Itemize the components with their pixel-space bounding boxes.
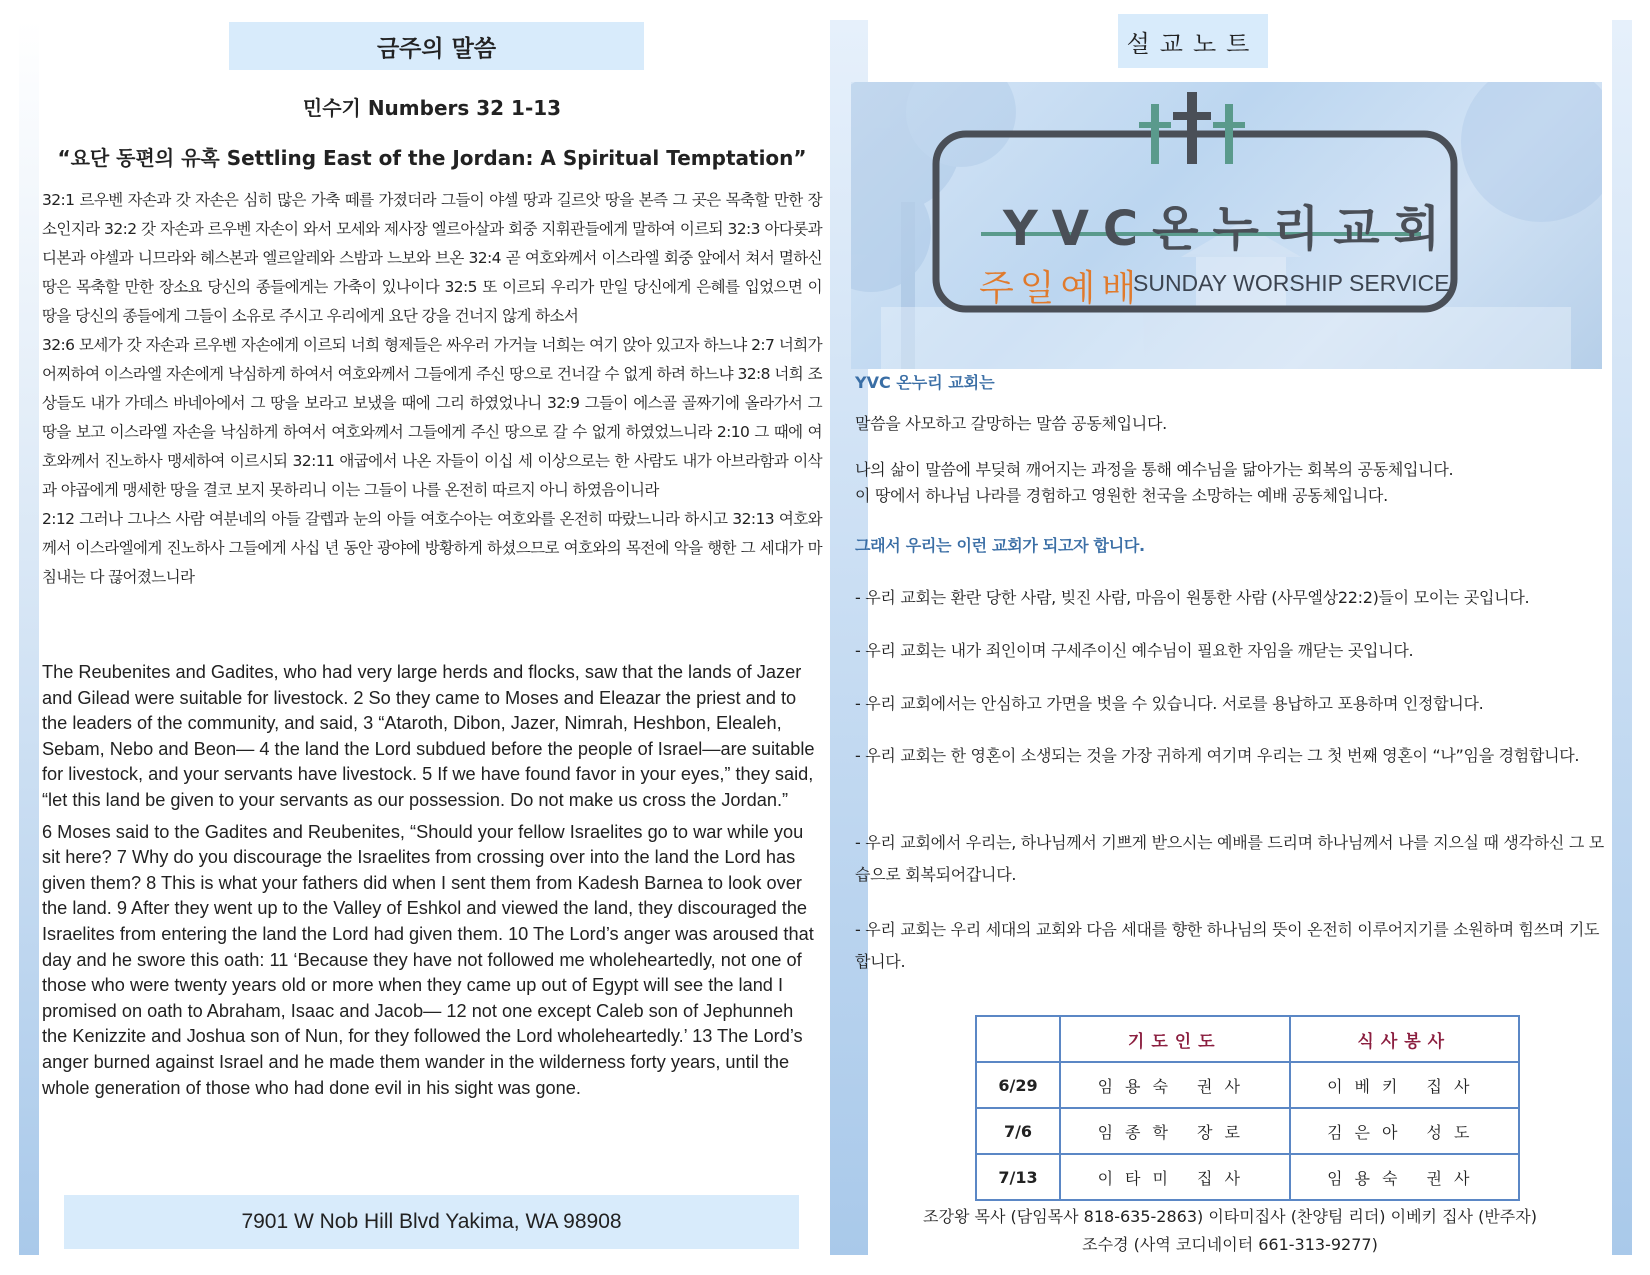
right-decorative-stripe xyxy=(1612,20,1632,1255)
church-banner xyxy=(851,82,1602,369)
vision-heading: 그래서 우리는 이런 교회가 되고자 합니다. xyxy=(855,536,1145,555)
cross-icon xyxy=(1139,92,1245,164)
schedule-prayer-leader: 이타미 집사 xyxy=(1060,1154,1290,1200)
weekly-word-title: 금주의 말씀 xyxy=(229,22,644,70)
english-scripture xyxy=(42,660,822,1107)
church-address: 7901 W Nob Hill Blvd Yakima, WA 98908 xyxy=(64,1195,799,1249)
intro-heading: YVC 온누리 교회는 xyxy=(855,373,995,392)
center-decorative-stripe-1 xyxy=(830,20,850,1255)
english-paragraph-1: The Reubenites and Gadites, who had very large herds and flocks, saw that the lands of Jazer and Gilead were suitable for livestock. 2 So they came to Moses and Eleazar the priest and to the leaders of the community, and said, 3 “Ataroth, Dibon, Jazer, Nimrah, Heshbon, Elealeh, Sebam, Nebo and Beon— 4 the land the Lord subdued before the people of Israel—are suitable for livestock, and your servants have livestock. 5 If we have found favor in your eyes,” they said, “let this land be given to your servants as our possession. Do not make us cross the Jordan.” xyxy=(42,662,815,810)
sermon-notes-title: 설교노트 xyxy=(1118,14,1268,68)
sermon-title: “요단 동편의 유혹 Settling East of the Jordan: A Spiritual Temptation” xyxy=(57,146,807,170)
banner-service-korean: 주일예배 xyxy=(979,268,1143,309)
schedule-meal-server: 임용숙 권사 xyxy=(1290,1154,1520,1200)
vision-item-3: - 우리 교회에서는 안심하고 가면을 벗을 수 있습니다. 서로를 용납하고 포용하며 인정합니다. xyxy=(855,694,1484,713)
korean-scripture xyxy=(42,186,822,592)
schedule-date: 7/13 xyxy=(976,1154,1060,1200)
vision-item-1: - 우리 교회는 환란 당한 사람, 빚진 사람, 마음이 원통한 사람 (사무엘상22:2)들이 모이는 곳입니다. xyxy=(855,588,1530,607)
korean-paragraph-2: 32:6 모세가 갓 자손과 르우벤 자손에게 이르되 너희 형제들은 싸우러 가거늘 너희는 여기 앉아 있고자 하느냐 2:7 너희가 어찌하여 이스라엘 자손에게 낙심하게 하여서 여호와께서 그들에게 주신 땅으로 건너갈 수 없게 하려 하느냐 32:8 너희 조상들도 내가 가데스 바네아에서 그 땅을 보라고 보냈을 때에 그리 하였었나니 32:9 그들이 에스골 골짜기에 올라가서 그 땅을 보고 이스라엘 자손을 낙심하게 하여서 여호와께서 그들에게 주신 땅으로 갈 수 없게 하였었느니라 2:10 그 때에 여호와께서 진노하사 맹세하여 이르시되 32:11 애굽에서 나온 자들이 이십 세 이상으로는 한 사람도 내가 아브라함과 이삭과 야곱에게 맹세한 땅을 결코 보지 못하리니 이는 그들이 나를 온전히 따르지 아니 하였음이니라 xyxy=(42,336,822,499)
table-row xyxy=(976,1154,1519,1200)
schedule-prayer-leader: 임용숙 권사 xyxy=(1060,1062,1290,1108)
left-decorative-stripe xyxy=(19,20,39,1255)
schedule-header-prayer: 기도인도 xyxy=(1060,1016,1290,1062)
schedule-date: 7/6 xyxy=(976,1108,1060,1154)
english-paragraph-2: 6 Moses said to the Gadites and Reubenites, “Should your fellow Israelites go to war while you sit here? 7 Why do you discourage the Israelites from crossing over into the land the Lord has given them? 8 This is what your fathers did when I sent them from Kadesh Barnea to look over the land. 9 After they went up to the Valley of Eshkol and viewed the land, they discouraged the Israelites from entering the land the Lord had given them. 10 The Lord’s anger was aroused that day and he swore this oath: 11 ‘Because they have not followed me wholeheartedly, not one of those who were twenty years old or more when they came up out of Egypt will see the land I promised on oath to Abraham, Isaac and Jacob— 12 not one except Caleb son of Jephunneh the Kenizzite and Joshua son of Nun, for they followed the Lord wholeheartedly.’ 13 The Lord’s anger burned against Israel and he made them wander in the wilderness forty years, until the whole generation of those who had done evil in his sight was gone. xyxy=(42,821,814,1098)
staff-line-1: 조강왕 목사 (담임목사 818-635-2863) 이타미집사 (찬양팀 리더) 이베키 집사 (반주자) xyxy=(923,1207,1537,1226)
staff-contacts xyxy=(855,1203,1605,1259)
intro-line-1: 말씀을 사모하고 갈망하는 말씀 공동체입니다. xyxy=(855,414,1167,433)
schedule-header-meal: 식사봉사 xyxy=(1290,1016,1520,1062)
scripture-reference: 민수기 Numbers 32 1-13 xyxy=(302,96,562,120)
staff-line-2: 조수경 (사역 코디네이터 661-313-9277) xyxy=(1082,1235,1378,1254)
service-schedule-table xyxy=(975,1015,1520,1201)
vision-item-4: - 우리 교회는 한 영혼이 소생되는 것을 가장 귀하게 여기며 우리는 그 첫 번째 영혼이 “나”임을 경험합니다. xyxy=(855,746,1580,765)
banner-service-english: SUNDAY WORSHIP SERVICE xyxy=(1133,270,1450,296)
korean-paragraph-1: 32:1 르우벤 자손과 갓 자손은 심히 많은 가축 떼를 가졌더라 그들이 야셀 땅과 길르앗 땅을 본즉 그 곳은 목축할 만한 장소인지라 32:2 갓 자손과 르우벤 자손이 와서 모세와 제사장 엘르아살과 회중 지휘관들에게 말하여 이르되 32:3 아다롯과 디본과 야셀과 니므라와 헤스본과 엘르알레와 스밤과 느보와 브온 32:4 곧 여호와께서 이스라엘 회중 앞에서 쳐서 멸하신 땅은 목축할 만한 장소요 당신의 종들에게는 가축이 있나이다 32:5 또 이르되 우리가 만일 당신에게 은혜를 입었으면 이 땅을 당신의 종들에게 그들이 소유로 주시고 우리에게 요단 강을 건너지 않게 하소서 xyxy=(42,191,822,325)
table-row xyxy=(976,1062,1519,1108)
schedule-header-date xyxy=(976,1016,1060,1062)
intro-line-3: 이 땅에서 하나님 나라를 경험하고 영원한 천국을 소망하는 예배 공동체입니다. xyxy=(855,486,1388,505)
schedule-prayer-leader: 임종학 장로 xyxy=(1060,1108,1290,1154)
intro-line-2: 나의 삶이 말씀에 부딪혀 깨어지는 과정을 통해 예수님을 닮아가는 회복의 공동체입니다. xyxy=(855,460,1454,479)
vision-item-5: - 우리 교회에서 우리는, 하나님께서 기쁘게 받으시는 예배를 드리며 하나님께서 나를 지으실 때 생각하신 그 모습으로 회복되어갑니다. xyxy=(855,833,1604,884)
schedule-header-row xyxy=(976,1016,1519,1062)
vision-item-2: - 우리 교회는 내가 죄인이며 구세주이신 예수님이 필요한 자임을 깨닫는 곳입니다. xyxy=(855,641,1414,660)
schedule-meal-server: 김은아 성도 xyxy=(1290,1108,1520,1154)
vision-item-6: - 우리 교회는 우리 세대의 교회와 다음 세대를 향한 하나님의 뜻이 온전히 이루어지기를 소원하며 힘쓰며 기도합니다. xyxy=(855,920,1600,971)
korean-paragraph-3: 2:12 그러나 그나스 사람 여분네의 아들 갈렙과 눈의 아들 여호수아는 여호와를 온전히 따랐느니라 하시고 32:13 여호와께서 이스라엘에게 진노하사 그들에게 사십 년 동안 광야에 방황하게 하셨으므로 여호와의 목전에 악을 행한 그 세대가 마침내는 다 끊어졌느니라 xyxy=(42,510,822,586)
banner-church-name: YVC온누리교회 xyxy=(1003,201,1454,257)
schedule-date: 6/29 xyxy=(976,1062,1060,1108)
table-row xyxy=(976,1108,1519,1154)
schedule-meal-server: 이베키 집사 xyxy=(1290,1062,1520,1108)
